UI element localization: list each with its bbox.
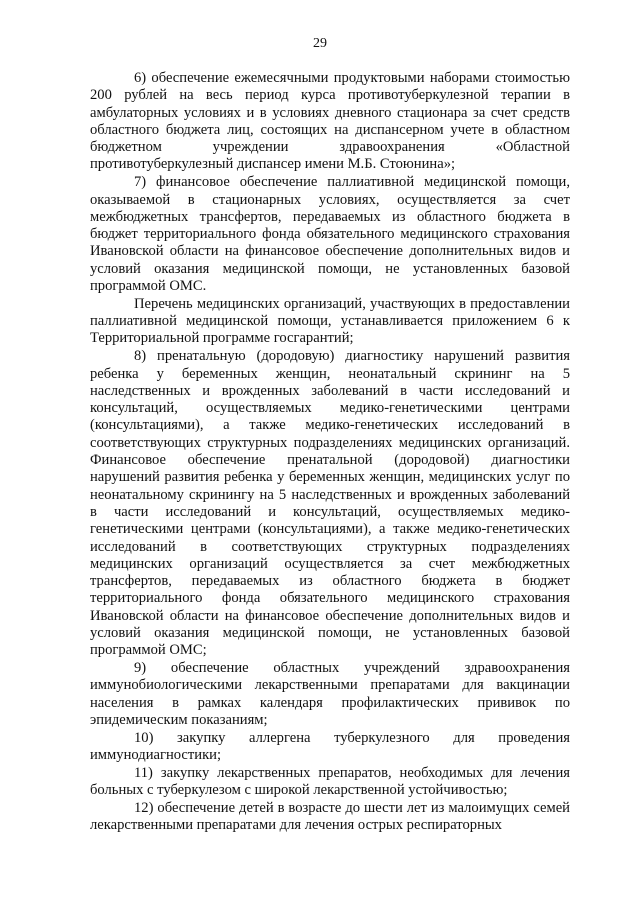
paragraph-item-12: 12) обеспечение детей в возрасте до шести лет из малоимущих семей лекарственными препаратами для лечения острых респираторных (90, 799, 570, 834)
paragraph-item-10: 10) закупку аллергена туберкулезного для проведения иммунодиагностики; (90, 729, 570, 764)
document-body (90, 70, 570, 835)
paragraph-item-8: 8) пренатальную (дородовую) диагностику нарушений развития ребенка у беременных женщин, неонатальный скрининг на 5 наследственных и врожденных заболеваний в части исследований и консультаций, осуществляемых медико-генетическими центрами (консультациями), а также медико-генетических исследований в соответствующих структурных подразделениях медицинских организаций. Финансовое обеспечение пренатальной (дородовой) диагностики нарушений развития ребенка у беременных женщин, медицинских услуг по неонатальному скринингу на 5 наследственных и врожденных заболеваний в части исследований и консультаций, осуществляемых медико-генетическими центрами (консультациями), а также медико-генетических исследований в соответствующих структурных подразделениях медицинских организаций осуществляется за счет межбюджетных трансфертов, передаваемых из областного бюджета в бюджет территориального фонда обязательного медицинского страхования Ивановской области на финансовое обеспечение дополнительных видов и условий оказания медицинской помощи, не установленных базовой программой ОМС; (90, 348, 570, 659)
paragraph-palliative-list: Перечень медицинских организаций, участвующих в предоставлении паллиативной медицинской помощи, устанавливается приложением 6 к Территориальной программе госгарантий; (90, 295, 570, 347)
paragraph-item-7: 7) финансовое обеспечение паллиативной медицинской помощи, оказываемой в стационарных условиях, осуществляется за счет межбюджетных трансфертов, передаваемых из областного бюджета в бюджет территориального фонда обязательного медицинского страхования Ивановской области на финансовое обеспечение дополнительных видов и условий оказания медицинской помощи, не установленных базовой программой ОМС. (90, 174, 570, 295)
paragraph-item-9: 9) обеспечение областных учреждений здравоохранения иммунобиологическими лекарственными препаратами для вакцинации населения в рамках календаря профилактических прививок по эпидемическим показаниям; (90, 660, 570, 728)
page-number: 29 (313, 36, 327, 51)
paragraph-item-6: 6) обеспечение ежемесячными продуктовыми наборами стоимостью 200 рублей на весь период курса противотуберкулезной терапии в амбулаторных условиях и в условиях дневного стационара за счет средств областного бюджета лиц, состоящих на диспансерном учете в областном бюджетном учреждении здравоохранения «Областной противотуберкулезный диспансер имени М.Б. Стоюнина»; (90, 70, 570, 173)
paragraph-item-11: 11) закупку лекарственных препаратов, необходимых для лечения больных с туберкулезом с широкой лекарственной устойчивостью; (90, 764, 570, 799)
